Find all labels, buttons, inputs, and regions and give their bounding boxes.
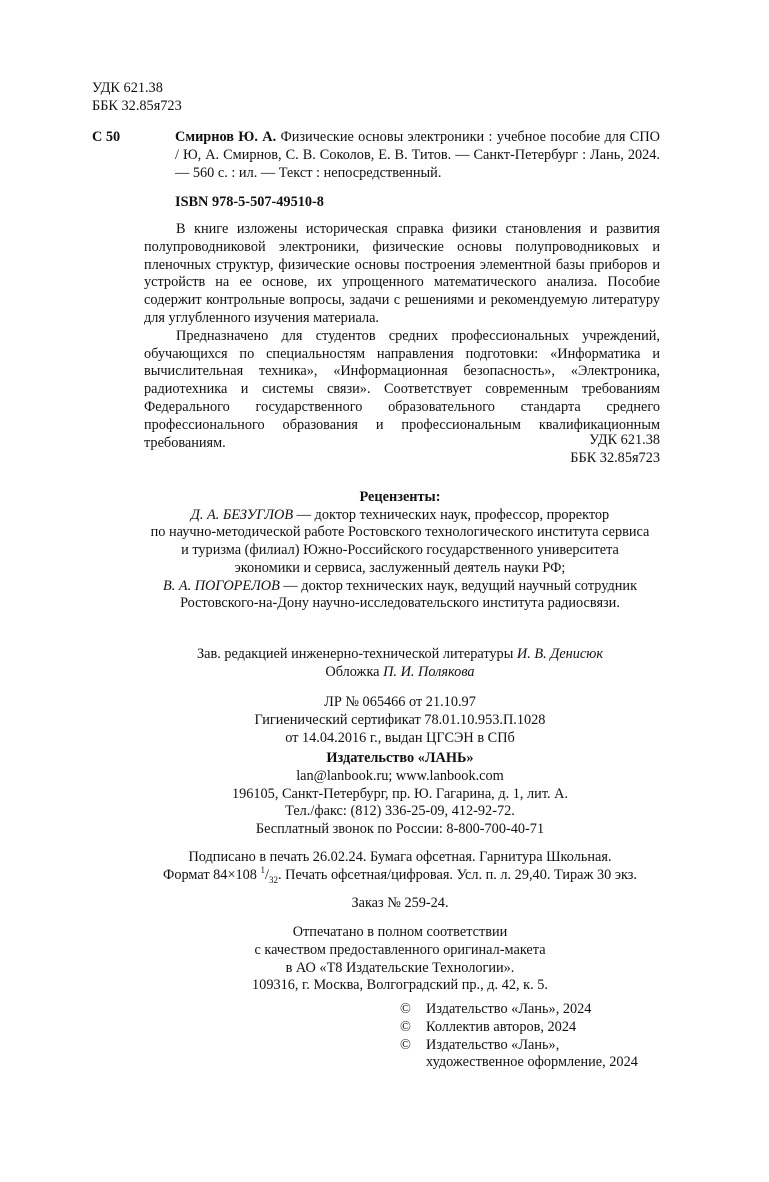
publisher-address: 196105, Санкт-Петербург, пр. Ю. Гагарина, д. 1, лит. А. <box>231 785 569 802</box>
printer-line: Отпечатано в полном соответствии <box>292 924 508 940</box>
copyright-text: Издательство «Лань», 2024 <box>426 1001 592 1017</box>
format-num: 1 <box>260 865 266 876</box>
editor-name: И. В. Денисюк <box>516 646 604 662</box>
reviewer-text: по научно-методической работе Ростовского технологического института сервиса <box>150 524 650 541</box>
reviewers <box>100 489 700 613</box>
print-format: Формат 84×108 $^1/_{32}$. Печать офсетная/цифровая. Усл. п. л. 29,40. Тираж 30 экз. <box>163 865 637 885</box>
copyright-text: Издательство «Лань», <box>426 1036 560 1053</box>
reviewer-text: — доктор технических наук, ведущий научный сотрудник <box>279 577 638 594</box>
copyright-symbol: © <box>400 1001 411 1017</box>
catalog-entry <box>175 129 660 182</box>
copyright-text: Коллектив авторов, 2024 <box>426 1018 577 1035</box>
isbn: ISBN 978-5-507-49510-8 <box>175 194 324 210</box>
copyright-text: художественное оформление, 2024 <box>426 1054 638 1071</box>
reviewer-text: Ростовского-на-Дону научно-исследовательского института радиосвязи. <box>180 595 620 612</box>
reviewers-heading: Рецензенты: <box>359 489 441 505</box>
catalog-description: Физические основы электроники : учебное пособие для СПО / Ю, А. Смирнов, С. В. Соколов, Е. В. Титов. — Санкт-Петербург : Лань, 2024. — 560 с. : ил. — Текст : непосредственный. <box>175 129 660 181</box>
udk-code: УДК 621.38 <box>589 432 660 448</box>
reviewer-text: экономики и сервиса, заслуженный деятель науки РФ; <box>234 559 566 576</box>
classification-top <box>92 80 182 116</box>
catalog-author: Смирнов Ю. А. <box>175 129 277 145</box>
printer-line: в АО «Т8 Издательские Технологии». <box>285 959 515 976</box>
bbk-code: ББК 32.85я723 <box>570 449 660 466</box>
cover-name: П. И. Полякова <box>383 663 475 680</box>
license <box>100 694 700 747</box>
copyright-symbol: © <box>400 1036 411 1053</box>
reviewer-text: — доктор технических наук, профессор, проректор <box>293 506 610 523</box>
abstract <box>144 221 660 452</box>
abstract-paragraph: В книге изложены историческая справка физики становления и развития полупроводниковой электроники, физические основы полупроводниковых и пленочных структур, физические основы построения элементной базы приборов и устройств на ее основе, их упрощенного математического анализа. Пособие содержит контрольные вопросы, задачи с решениями и рекомендуемую литературу для углубленного изучения материала. <box>144 221 660 326</box>
format-prefix: Формат 84×108 <box>163 866 261 883</box>
copyright-line <box>400 1019 700 1037</box>
reviewer-name: Д. А. БЕЗУГЛОВ <box>190 506 294 523</box>
editor-label: Зав. редакцией инженерно-технической литературы <box>196 646 517 662</box>
copyright-symbol: © <box>400 1018 411 1035</box>
cover-label: Обложка <box>325 663 384 680</box>
bbk-code: ББК 32.85я723 <box>92 97 182 114</box>
printer-line: 109316, г. Москва, Волгоградский пр., д. 42, к. 5. <box>252 977 548 994</box>
print-signed: Подписано в печать 26.02.24. Бумага офсетная. Гарнитура Школьная. <box>188 849 612 865</box>
publisher <box>100 750 700 839</box>
abstract-paragraph: Предназначено для студентов средних профессиональных учреждений, обучающихся по специальностям направления подготовки: «Информатика и вычислительная техника», «Информационная безопасность», «Электроника, радиотехника и системы связи». Соответствует современным требованиям Федерального государственного образовательного стандарта среднего профессионального образования и профессиональным квалификационным требованиям. <box>144 327 660 451</box>
printer-line: с качеством предоставленного оригинал-макета <box>254 941 546 958</box>
license-line: от 14.04.2016 г., выдан ЦГСЭН в СПб <box>285 729 515 746</box>
udk-code: УДК 621.38 <box>92 80 163 96</box>
license-line: Гигиенический сертификат 78.01.10.953.П.1028 <box>254 711 546 728</box>
format-rest: . Печать офсетная/цифровая. Усл. п. л. 29,40. Тираж 30 экз. <box>278 866 637 883</box>
editorial <box>100 646 700 682</box>
reviewer-text: и туризма (филиал) Южно-Российского государственного университета <box>181 542 619 559</box>
format-den: 32 <box>269 874 279 885</box>
publisher-hotline: Бесплатный звонок по России: 8-800-700-40-71 <box>255 821 545 838</box>
copyright-line <box>400 1054 700 1072</box>
publisher-name: Издательство «ЛАНЬ» <box>326 750 474 766</box>
reviewer-name: В. А. ПОГОРЕЛОВ <box>162 577 280 594</box>
catalog-code: С 50 <box>92 129 121 145</box>
publisher-contact: lan@lanbook.ru; www.lanbook.com <box>296 767 504 784</box>
order-number: Заказ № 259-24. <box>351 894 449 911</box>
copyright-line <box>400 1037 700 1055</box>
copyright-line <box>400 1001 700 1019</box>
classification-bottom <box>400 432 660 468</box>
print-info <box>60 849 740 912</box>
printer <box>100 924 700 995</box>
publisher-phone: Тел./факс: (812) 336-25-09, 412-92-72. <box>285 803 515 820</box>
license-line: ЛР № 065466 от 21.10.97 <box>324 694 476 710</box>
copyright <box>400 1001 700 1072</box>
